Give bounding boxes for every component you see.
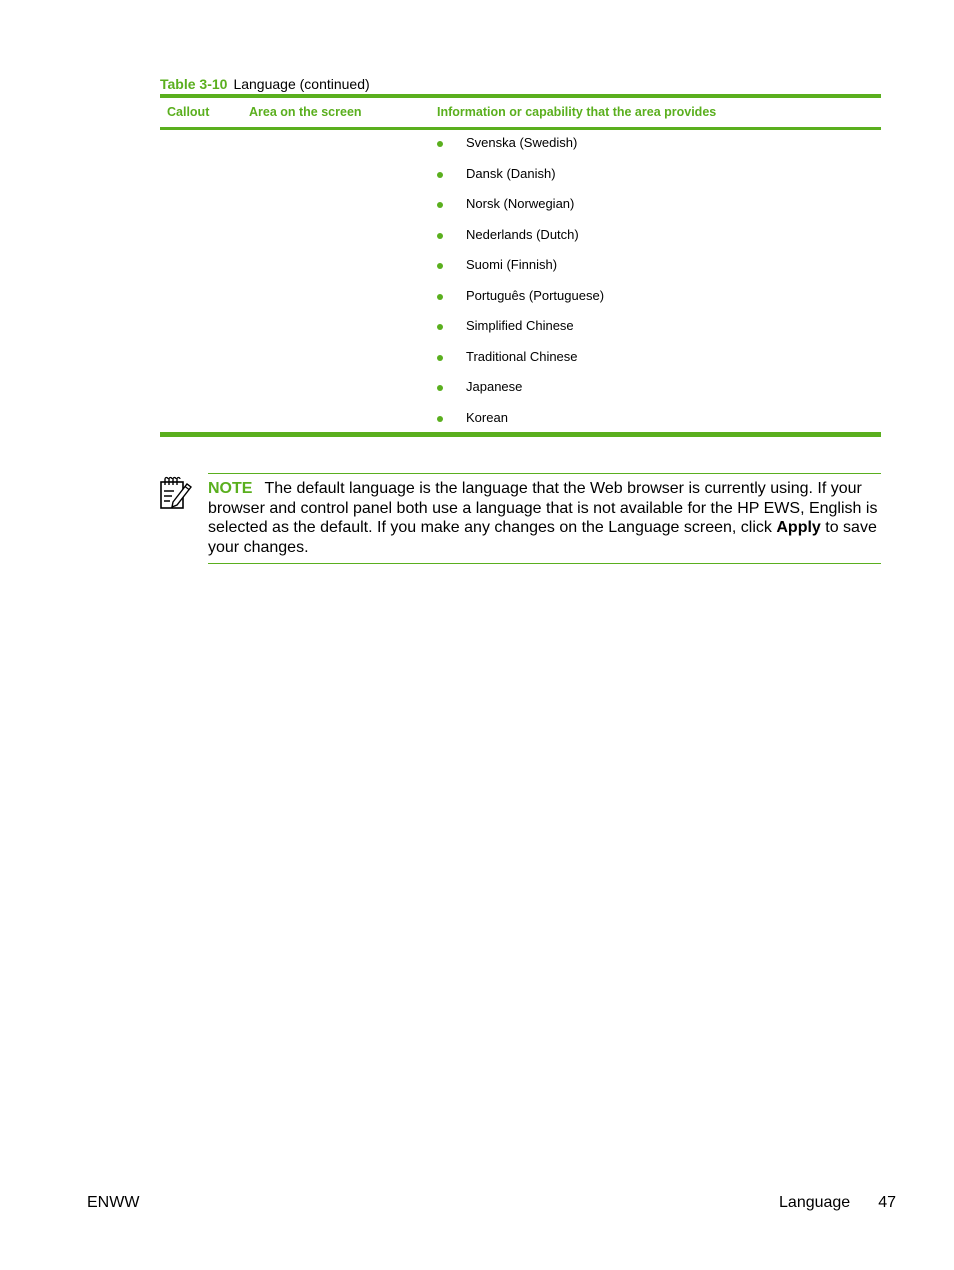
header-area: Area on the screen (249, 105, 362, 119)
table-top-rule (160, 94, 881, 98)
language-label: Suomi (Finnish) (466, 257, 558, 272)
note-body: The default language is the language that the Web browser is currently using. If your browser and control panel both use a language that is not available for the HP EWS, English is selected as the default. If you make any changes on the Language screen, click (208, 480, 878, 536)
footer-section: Language (779, 1194, 851, 1211)
apply-keyword: Apply (776, 519, 821, 536)
page-number: 47 (878, 1194, 896, 1211)
table-number: Table 3-10 (160, 76, 228, 92)
note-bottom-rule (208, 563, 881, 564)
bullet-icon (437, 324, 443, 330)
language-label: Japanese (466, 379, 523, 394)
bullet-icon (437, 141, 443, 147)
bullet-icon (437, 202, 443, 208)
bullet-icon (437, 172, 443, 178)
note-top-rule (208, 473, 881, 474)
table-title: Language (continued) (233, 76, 370, 92)
language-label: Korean (466, 409, 508, 425)
note-text (208, 479, 881, 557)
language-label: Simplified Chinese (466, 318, 574, 333)
header-info: Information or capability that the area provides (437, 105, 717, 119)
language-label: Svenska (Swedish) (466, 135, 578, 150)
bullet-icon (437, 233, 443, 239)
language-label: Dansk (Danish) (466, 165, 556, 181)
table-bottom-rule (160, 432, 881, 437)
bullet-icon (437, 263, 443, 269)
bullet-icon (437, 385, 443, 391)
note-label: NOTE (208, 480, 253, 497)
note-pad-icon (159, 476, 193, 510)
footer-left: ENWW (87, 1194, 140, 1211)
table-caption (160, 75, 370, 93)
bullet-icon (437, 355, 443, 361)
header-callout: Callout (167, 105, 210, 119)
language-label: Norsk (Norwegian) (466, 196, 575, 211)
language-label: Traditional Chinese (466, 348, 578, 364)
bullet-icon (437, 416, 443, 422)
bullet-icon (437, 294, 443, 300)
table-header-rule (160, 127, 881, 130)
footer-right (779, 1193, 896, 1213)
note-body-end: to save your changes. (208, 519, 877, 556)
language-label: Português (Portuguese) (466, 287, 605, 303)
language-label: Nederlands (Dutch) (466, 226, 579, 242)
